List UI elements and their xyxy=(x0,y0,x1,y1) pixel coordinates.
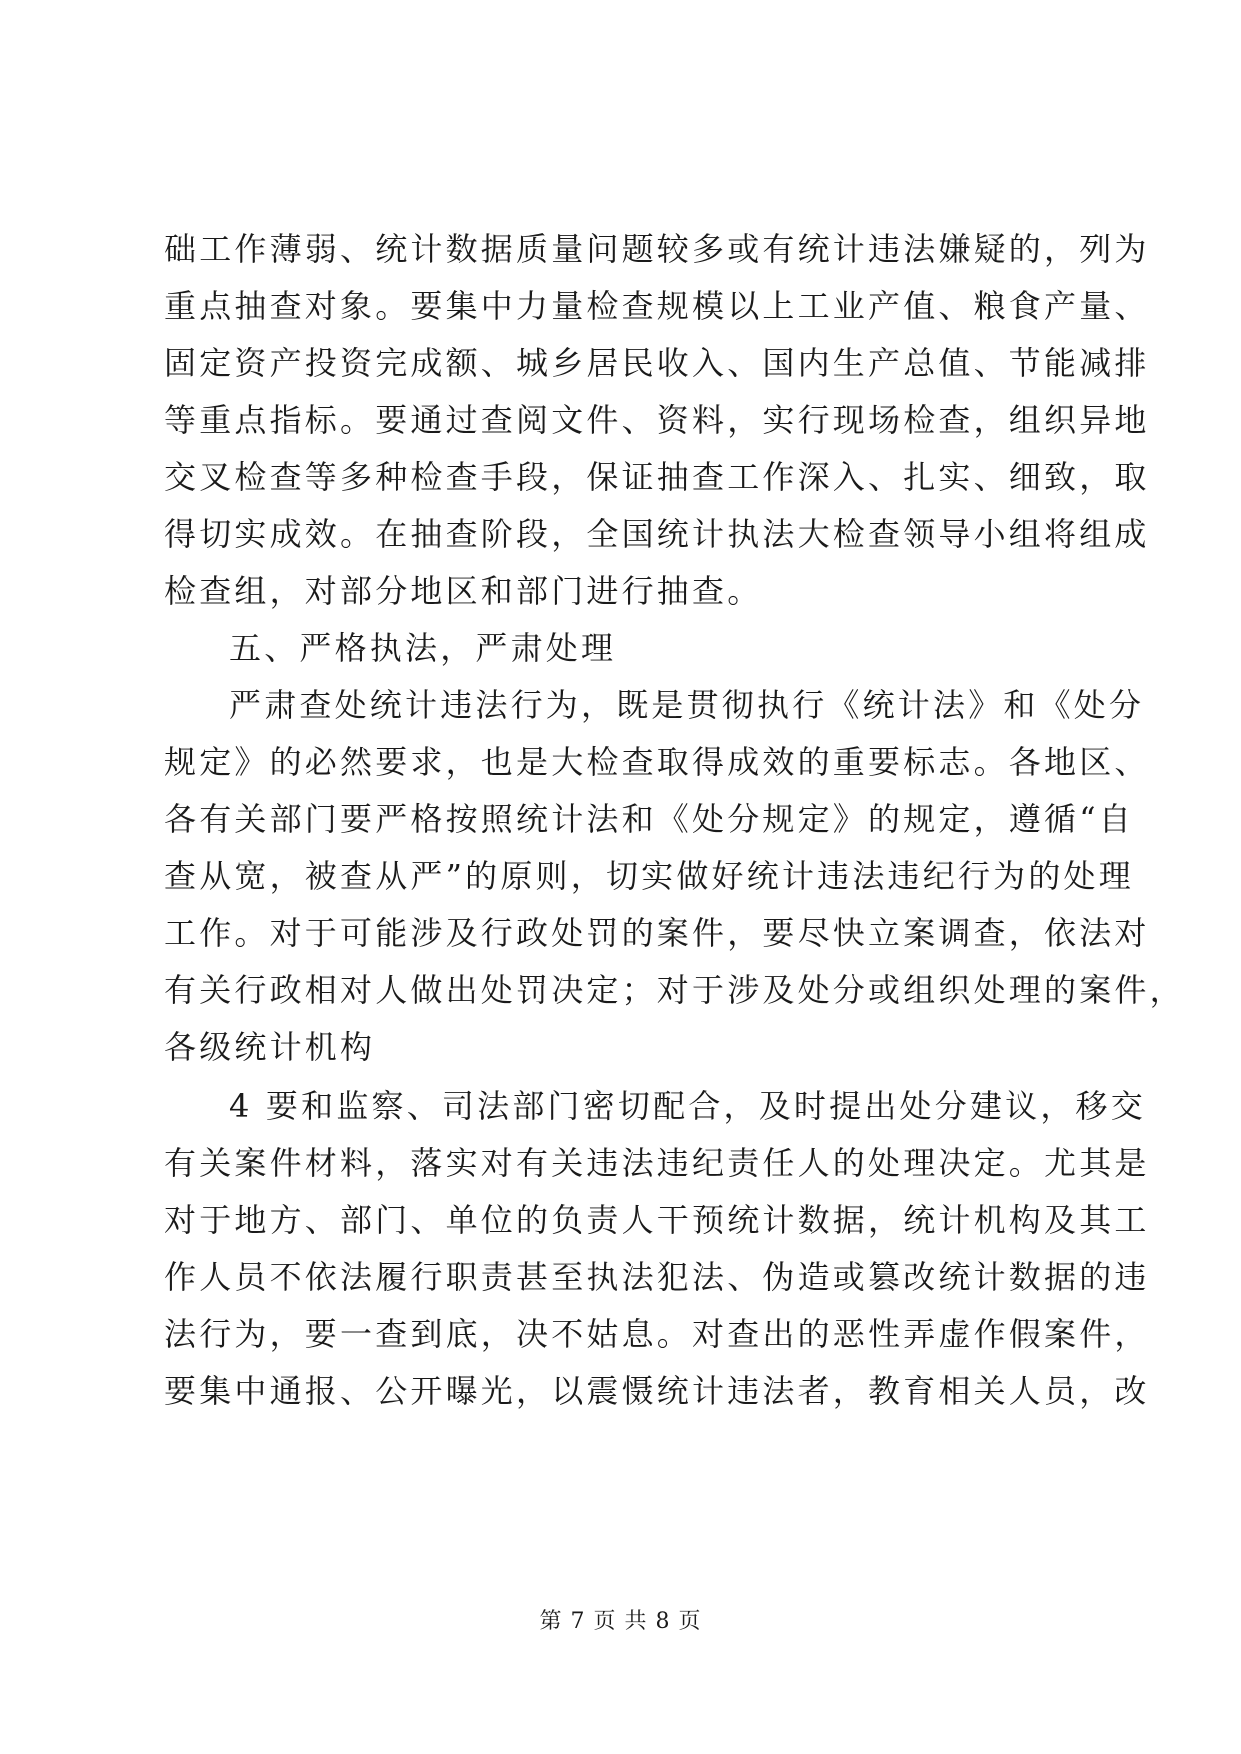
text-line: 得切实成效。在抽查阶段，全国统计执法大检查领导小组将组成 xyxy=(164,515,1150,553)
text-line: 有关行政相对人做出处罚决定；对于涉及处分或组织处理的案件， xyxy=(164,971,1185,1009)
text-line: 有关案件材料，落实对有关违法违纪责任人的处理决定。尤其是 xyxy=(164,1144,1150,1182)
text-line: 工作。对于可能涉及行政处罚的案件，要尽快立案调查，依法对 xyxy=(164,914,1150,952)
text-line: 规定》的必然要求，也是大检查取得成效的重要标志。各地区、 xyxy=(164,743,1150,781)
page-footer: 第 7 页 共 8 页 xyxy=(539,1609,702,1634)
text-line: 作人员不依法履行职责甚至执法犯法、伪造或篡改统计数据的违 xyxy=(164,1258,1150,1296)
text-line: 各有关部门要严格按照统计法和《处分规定》的规定，遵循“自 xyxy=(164,800,1134,838)
text-line: 础工作薄弱、统计数据质量问题较多或有统计违法嫌疑的，列为 xyxy=(164,230,1150,268)
text-line: 查从宽，被查从严”的原则，切实做好统计违法违纪行为的处理 xyxy=(164,857,1134,895)
section-heading: 五、严格执法，严肃处理 xyxy=(229,629,617,667)
text-line: 对于地方、部门、单位的负责人干预统计数据，统计机构及其工 xyxy=(164,1201,1150,1239)
text-line: 各级统计机构 xyxy=(164,1028,376,1066)
paragraph-first-line: 严肃查处统计违法行为，既是贯彻执行《统计法》和《处分 xyxy=(229,686,1145,724)
text-line: 固定资产投资完成额、城乡居民收入、国内生产总值、节能减排 xyxy=(164,344,1150,382)
text-line: 重点抽查对象。要集中力量检查规模以上工业产值、粮食产量、 xyxy=(164,287,1150,325)
text-line: 等重点指标。要通过查阅文件、资料，实行现场检查，组织异地 xyxy=(164,401,1150,439)
paragraph-first-line: 4 要和监察、司法部门密切配合，及时提出处分建议，移交 xyxy=(229,1087,1146,1125)
text-line: 要集中通报、公开曝光，以震慑统计违法者，教育相关人员，改 xyxy=(164,1372,1150,1410)
text-line: 检查组，对部分地区和部门进行抽查。 xyxy=(164,572,763,610)
text-line: 交叉检查等多种检查手段，保证抽查工作深入、扎实、细致，取 xyxy=(164,458,1150,496)
text-line: 法行为，要一查到底，决不姑息。对查出的恶性弄虚作假案件， xyxy=(164,1315,1150,1353)
